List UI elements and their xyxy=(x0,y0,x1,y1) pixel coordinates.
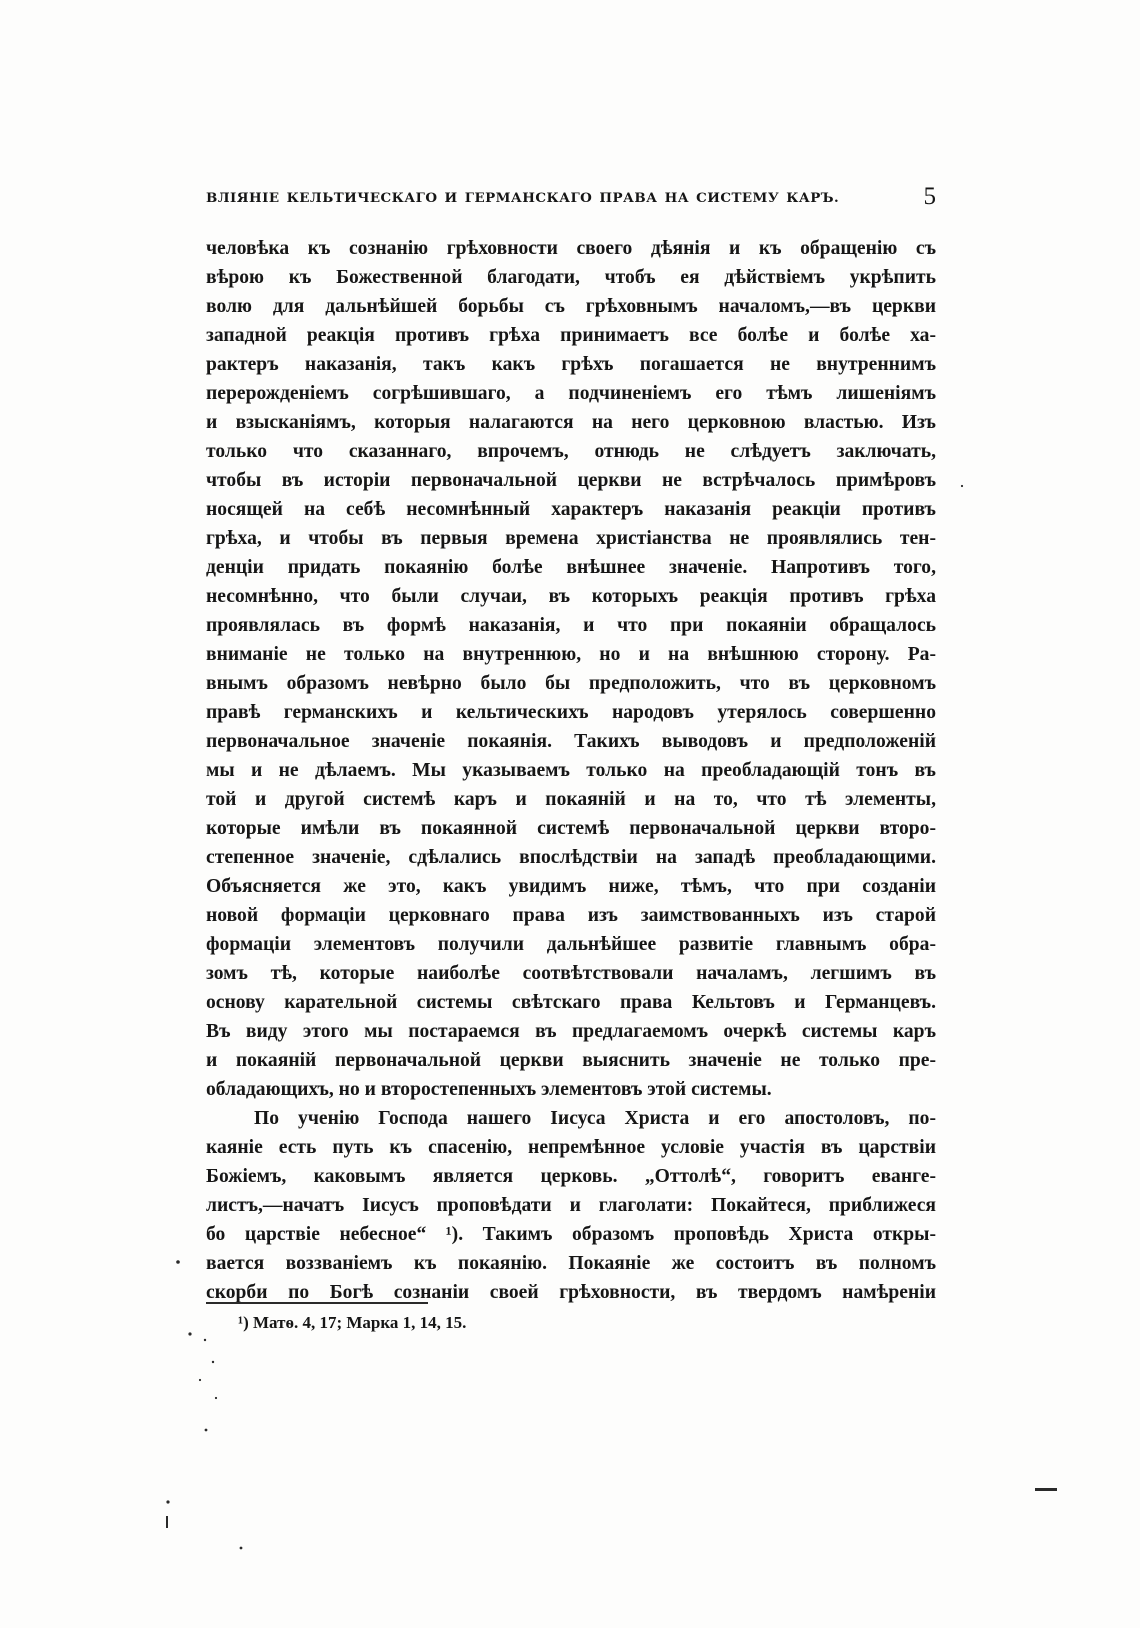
scan-speck xyxy=(199,1379,201,1381)
scan-speck xyxy=(166,1516,168,1528)
text-line: волю для дальнѣйшей борьбы съ грѣховнымъ началомъ,—въ церкви xyxy=(206,296,936,317)
body-text xyxy=(206,234,936,1307)
text-line: той и другой системѣ каръ и покаяній и на то, что тѣ элементы, xyxy=(206,789,936,810)
text-line: формаціи элементовъ получили дальнѣйшее развитіе главнымъ обра- xyxy=(206,934,936,955)
text-line: перерожденіемъ согрѣшившаго, а подчиненіемъ его тѣмъ лишеніямъ xyxy=(206,383,936,404)
scan-speck xyxy=(1035,1488,1057,1491)
scan-speck xyxy=(166,1500,169,1503)
text-line: грѣха, и чтобы въ первыя времена христіанства не проявлялись тен- xyxy=(206,528,936,549)
text-line: зомъ тѣ, которые наиболѣе соотвѣтствовали началамъ, легшимъ въ xyxy=(206,963,936,984)
footnote-marker: ¹) xyxy=(238,1313,249,1332)
text-line: Божіемъ, каковымъ является церковь. „Оттолѣ“, говоритъ еванге- xyxy=(206,1166,936,1187)
text-line: рактеръ наказанія, такъ какъ грѣхъ погашается не внутреннимъ xyxy=(206,354,936,375)
text-line: новой формаціи церковнаго права изъ заимствованныхъ изъ старой xyxy=(206,905,936,926)
scan-speck xyxy=(240,1547,243,1550)
text-line: скорби по Богѣ сознаніи своей грѣховности, въ твердомъ намѣреніи xyxy=(206,1282,936,1303)
text-line: несомнѣнно, что были случаи, въ которыхъ реакція противъ грѣха xyxy=(206,586,936,607)
scan-speck xyxy=(961,485,963,487)
running-head xyxy=(206,184,936,214)
text-line: листъ,—начатъ Іисусъ проповѣдати и глаголати: Покайтеся, приближеся xyxy=(206,1195,936,1216)
page-number: 5 xyxy=(923,183,936,210)
paragraph-start-line: По ученію Господа нашего Іисуса Христа и его апостоловъ, по- xyxy=(254,1108,936,1129)
text-line: правѣ германскихъ и кельтическихъ народовъ утерялось совершенно xyxy=(206,702,936,723)
scan-speck xyxy=(176,1260,180,1264)
running-title: ВЛІЯНІЕ КЕЛЬТИЧЕСКАГО И ГЕРМАНСКАГО ПРАВА НА СИСТЕМУ КАРЪ. xyxy=(206,190,840,206)
text-line: вѣрою къ Божественной благодати, чтобъ ея дѣйствіемъ укрѣпить xyxy=(206,267,936,288)
scan-speck xyxy=(188,1332,191,1335)
text-line: вается воззваніемъ къ покаянію. Покаяніе же состоитъ въ полномъ xyxy=(206,1253,936,1274)
footnote-text: Матѳ. 4, 17; Марка 1, 14, 15. xyxy=(253,1313,467,1332)
text-line: только что сказаннаго, впрочемъ, отнюдь не слѣдуетъ заключать, xyxy=(206,441,936,462)
text-line: основу карательной системы свѣтскаго права Кельтовъ и Германцевъ. xyxy=(206,992,936,1013)
text-line: человѣка къ сознанію грѣховности своего дѣянія и къ обращенію съ xyxy=(206,238,936,259)
scan-speck xyxy=(204,1339,206,1341)
text-line: носящей на себѣ несомнѣнный характеръ наказанія реакціи противъ xyxy=(206,499,936,520)
text-line: каяніе есть путь къ спасенію, непремѣнное условіе участія въ царствіи xyxy=(206,1137,936,1158)
footnote xyxy=(238,1312,466,1334)
text-line: которые имѣли въ покаянной системѣ первоначальной церкви второ- xyxy=(206,818,936,839)
text-line: степенное значеніе, сдѣлались впослѣдствіи на западѣ преобладающими. xyxy=(206,847,936,868)
footnote-rule xyxy=(206,1302,428,1304)
text-line: внымъ образомъ невѣрно было бы предположить, что въ церковномъ xyxy=(206,673,936,694)
scan-speck xyxy=(212,1361,214,1363)
text-line: и покаяній первоначальной церкви выяснить значеніе не только пре- xyxy=(206,1050,936,1071)
text-line: денціи придать покаянію болѣе внѣшнее значеніе. Напротивъ того, xyxy=(206,557,936,578)
text-line: чтобы въ исторіи первоначальной церкви не встрѣчалось примѣровъ xyxy=(206,470,936,491)
text-line: Въ виду этого мы постараемся въ предлагаемомъ очеркѣ системы каръ xyxy=(206,1021,936,1042)
text-line: западной реакція противъ грѣха принимаетъ все болѣе и болѣе ха- xyxy=(206,325,936,346)
text-line: первоначальное значеніе покаянія. Такихъ выводовъ и предположеній xyxy=(206,731,936,752)
text-line: бо царствіе небесное“ ¹). Такимъ образомъ проповѣдь Христа откры- xyxy=(206,1224,936,1245)
text-line: вниманіе не только на внутреннюю, но и на внѣшнюю сторону. Ра- xyxy=(206,644,936,665)
text-line: и взысканіямъ, которыя налагаются на него церковною властью. Изъ xyxy=(206,412,936,433)
scan-speck xyxy=(205,1429,208,1432)
text-line: проявлялась въ формѣ наказанія, и что при покаяніи обращалось xyxy=(206,615,936,636)
text-line: мы и не дѣлаемъ. Мы указываемъ только на преобладающій тонъ въ xyxy=(206,760,936,781)
scan-speck xyxy=(215,1397,217,1399)
text-line: Объясняется же это, какъ увидимъ ниже, тѣмъ, что при созданіи xyxy=(206,876,936,897)
paragraph-end-line: обладающихъ, но и второстепенныхъ элементовъ этой системы. xyxy=(206,1079,772,1100)
